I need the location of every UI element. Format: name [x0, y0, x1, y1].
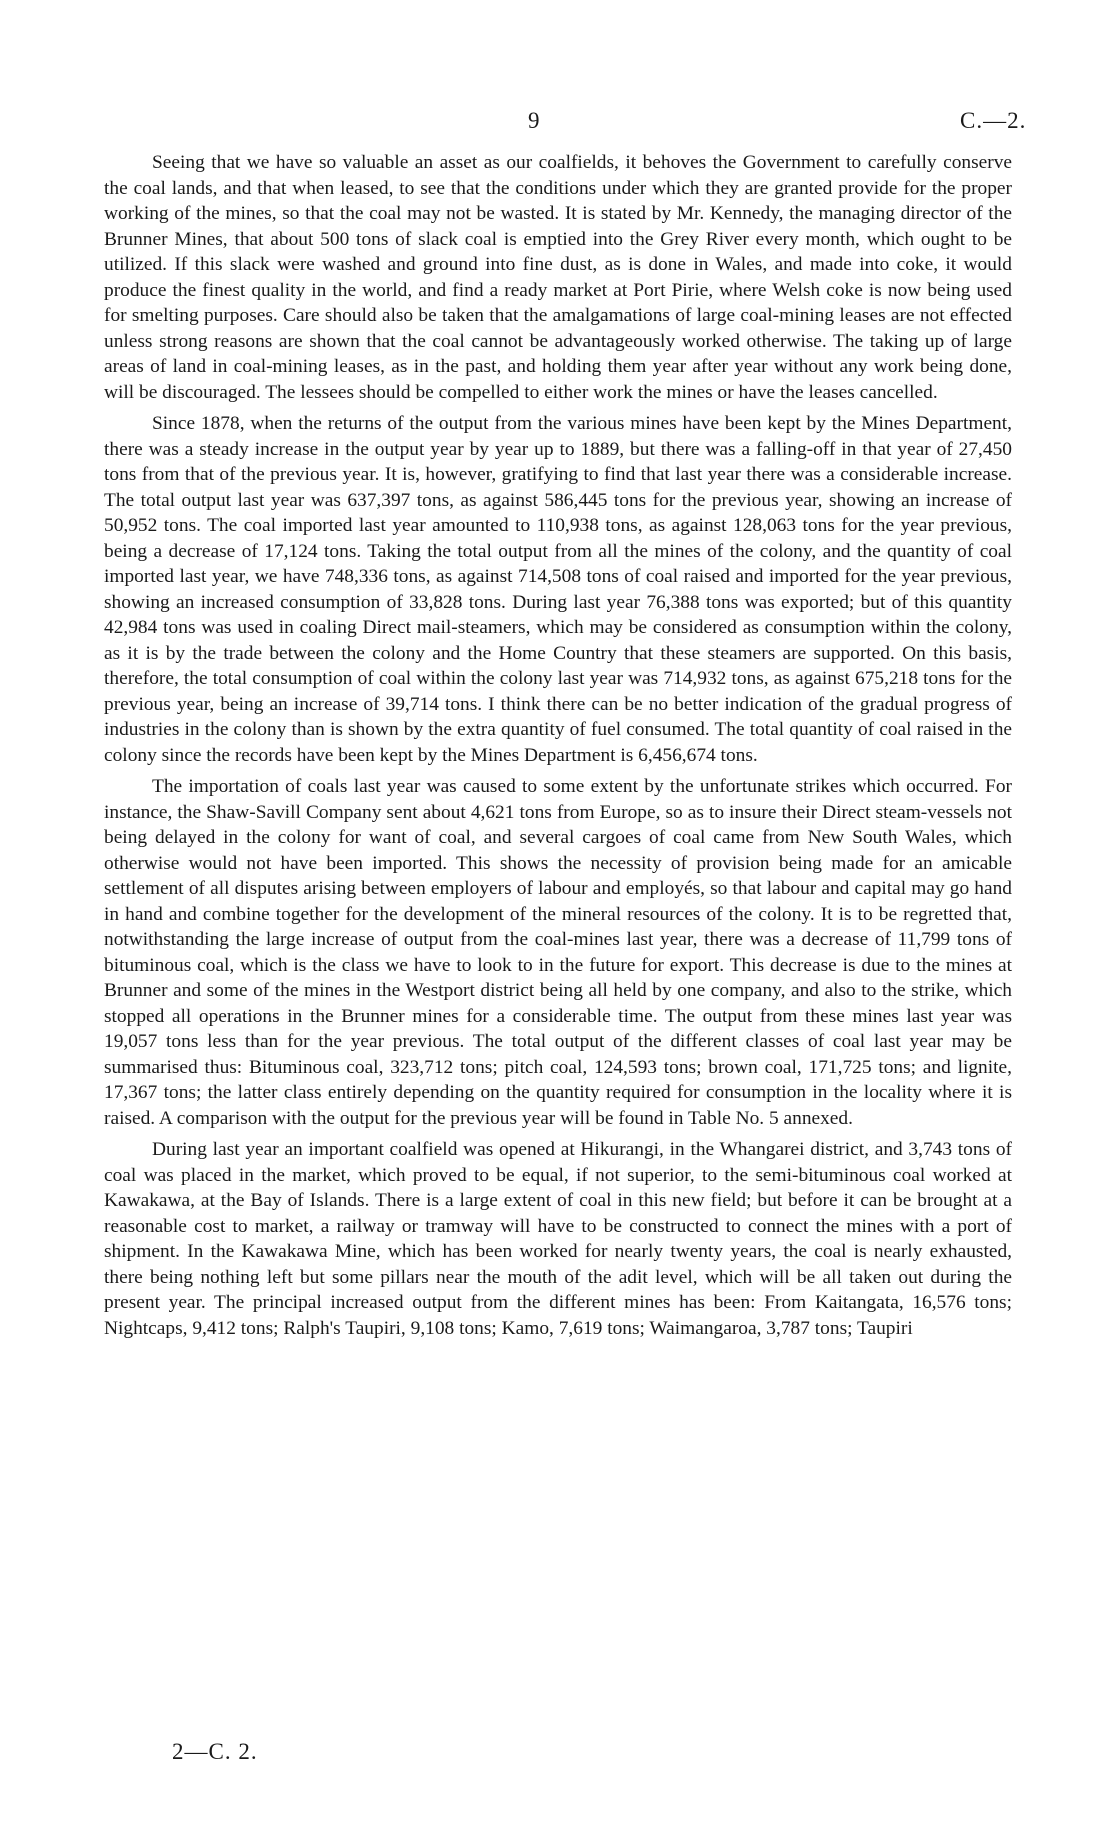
- paragraph-hikurangi-coalfield: During last year an important coalfield was opened at Hikurangi, in the Whangarei district, and 3,743 tons of coal was placed in the market, which proved to be equal, if not superior, to the semi-bituminous coal worked at Kawakawa, at the Bay of Islands. There is a large extent of coal in this new field; but before it can be brought at a reasonable cost to market, a railway or tramway will have to be constructed to connect the mines with a port of shipment. In the Kawakawa Mine, which has been worked for nearly twenty years, the coal is nearly exhausted, there being nothing left but some pillars near the mouth of the adit level, which will be all taken out during the present year. The principal increased output from the different mines has been: From Kaitangata, 16,576 tons; Nightcaps, 9,412 tons; Ralph's Taupiri, 9,108 tons; Kamo, 7,619 tons; Waimangaroa, 3,787 tons; Taupiri: [104, 1139, 1012, 1339]
- body-text: [104, 150, 1012, 1347]
- paragraph-importation-strikes: The importation of coals last year was caused to some extent by the unfortunate strikes which occurred. For instance, the Shaw-Savill Company sent about 4,621 tons from Europe, so as to insure their Direct steam-vessels not being delayed in the colony for want of coal, and several cargoes of coal came from New South Wales, which otherwise would not have been imported. This shows the necessity of provision being made for an amicable settlement of all disputes arising between employers of labour and employés, so that labour and capital may go hand in hand and combine together for the development of the mineral resources of the colony. It is to be regretted that, notwithstanding the large increase of output from the coal-mines last year, there was a decrease of 11,799 tons of bituminous coal, which is the class we have to look to in the future for export. This decrease is due to the mines at Brunner and some of the mines in the Westport district being all held by one company, and also to the strike, which stopped all operations in the Brunner mines for a considerable time. The output from these mines last year was 19,057 tons less than for the year previous. The total output of the different classes of coal last year may be summarised thus: Bituminous coal, 323,712 tons; pitch coal, 124,593 tons; brown coal, 171,725 tons; and lignite, 17,367 tons; the latter class entirely depending on the quantity required for consumption in the locality where it is raised. A comparison with the output for the previous year will be found in Table No. 5 annexed.: [104, 776, 1012, 1129]
- document-reference: C.—2.: [960, 108, 1027, 133]
- paragraph-coalfields-conservation: Seeing that we have so valuable an asset as our coalfields, it behoves the Government to carefully conserve the coal lands, and that when leased, to see that the conditions under which they are granted provide for the proper working of the mines, so that the coal may not be wasted. It is stated by Mr. Kennedy, the managing director of the Brunner Mines, that about 500 tons of slack coal is emptied into the Grey River every month, which ought to be utilized. If this slack were washed and ground into fine dust, as is done in Wales, and made into coke, it would produce the finest quality in the world, and find a ready market at Port Pirie, where Welsh coke is now being used for smelting purposes. Care should also be taken that the amalgamations of large coal-mining leases are not effected unless strong reasons are shown that the coal cannot be advantageously worked otherwise. The taking up of large areas of land in coal-mining leases, as in the past, and holding them year after year without any work being done, will be discouraged. The lessees should be compelled to either work the mines or have the leases cancelled.: [104, 152, 1012, 403]
- paragraph-output-statistics: Since 1878, when the returns of the output from the various mines have been kept by the Mines Department, there was a steady increase in the output year by year up to 1889, but there was a falling-off in that year of 27,450 tons from that of the previous year. It is, however, gratifying to find that last year there was a considerable increase. The total output last year was 637,397 tons, as against 586,445 tons for the previous year, showing an increase of 50,952 tons. The coal imported last year amounted to 110,938 tons, as against 128,063 tons for the year previous, being a decrease of 17,124 tons. Taking the total output from all the mines of the colony, and the quantity of coal imported last year, we have 748,336 tons, as against 714,508 tons of coal raised and imported for the year previous, showing an increased consumption of 33,828 tons. During last year 76,388 tons was exported; but of this quantity 42,984 tons was used in coaling Direct mail-steamers, which may be considered as consumption within the colony, as it is by the trade between the colony and the Home Country that these steamers are supported. On this basis, therefore, the total consumption of coal within the colony last year was 714,932 tons, as against 675,218 tons for the previous year, being an increase of 39,714 tons. I think there can be no better indication of the gradual progress of industries in the colony than is shown by the extra quantity of fuel consumed. The total quantity of coal raised in the colony since the records have been kept by the Mines Department is 6,456,674 tons.: [104, 413, 1012, 766]
- printer-signature: 2—C. 2.: [172, 1739, 258, 1764]
- page-number: 9: [528, 108, 540, 133]
